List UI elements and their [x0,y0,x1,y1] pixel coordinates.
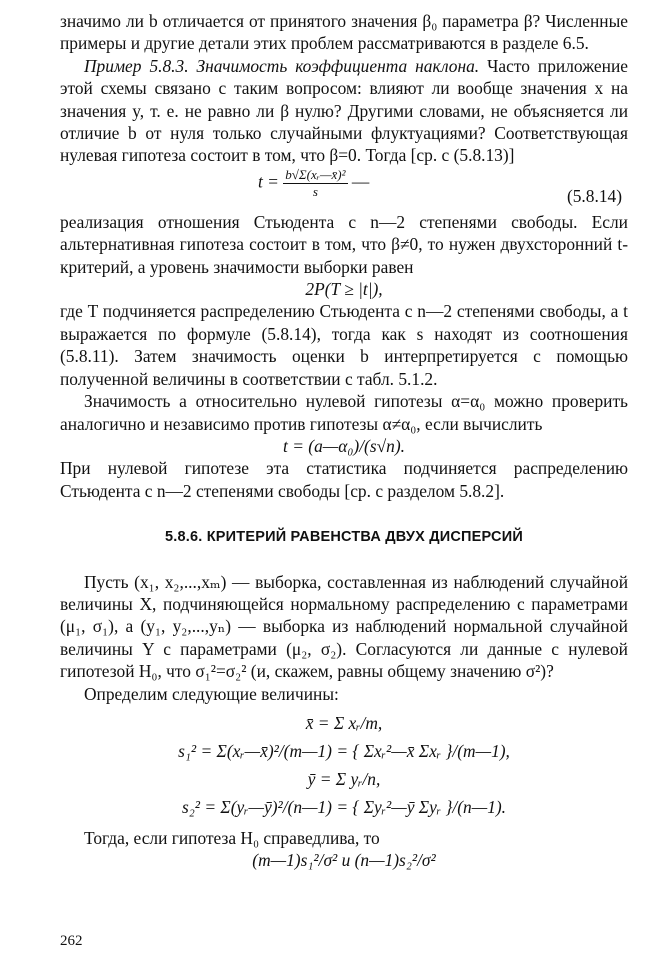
page-body [60,10,628,872]
paragraph: Определим следующие величины: [84,683,339,704]
paragraph: реализация отношения Стьюдента с n—2 степенями свободы. Если альтернативная гипотеза состоит в том, что β≠0, то нужен двухсторонний t-критерий, а уровень значимости выборки равен [60,211,628,277]
formula-fraction [283,167,347,200]
fraction-numerator: b√Σ(xᵣ—x̄)² [285,166,346,182]
paragraph: Пусть (x₁, x₂,...,xₘ) — выборка, составленная из наблюдений случайной величины X, подчиняющейся нормальному распределению с параметрами (μ₁, σ₁), а (y₁, y₂,...,yₙ) — выборка из наблюдений нормальной случайной величины Y с параметрами (μ₂, σ₂). Согласуются ли данные с нулевой гипотезой H₀, что σ₁²=σ₂² (и, скажем, равны общему значению σ²)? [60,571,628,682]
formula-s1-squared: s₁² = Σ(xᵣ—x̄)²/(m—1) = { Σxᵣ²—x̄ Σxᵣ }/(m—1), [178,740,510,761]
example-text: Часто приложение этой схемы связано с таким вопросом: влияют ли вообще значения x на значения y, т. е. не равно ли β нулю? Другими словами, не объясняется ли отличие b от нуля только случайными флуктуациями? Соответствующая нулевая гипотеза состоит в том, что β=0. Тогда [ср. с (5.8.13)] [60,55,628,166]
paragraph: значимо ли b отличается от принятого значения β₀ параметра β? Численные примеры и другие детали этих проблем рассматриваются в разделе 6.5. [60,11,628,54]
formula-x-mean: x̄ = Σ xᵣ/m, [305,712,383,733]
paragraph: При нулевой гипотезе эта статистика подчиняется распределению Стьюдента с n—2 степенями свободы [ср. с разделом 5.8.2]. [60,458,628,501]
fraction-denominator: s [312,183,318,199]
equation-block [60,709,628,821]
paragraph: где T подчиняется распределению Стьюдента с n—2 степенями свободы, а t выражается по формуле (5.8.14), тогда как s находят из соотношения (5.8.11). Затем значимость оценки b интерпретируется с помощью полученной величины в соответствии с табл. 5.1.2. [60,301,628,389]
equation-label: (5.8.14) [566,185,622,206]
formula-dash: — [351,171,370,192]
formula-lhs: t = [258,171,279,192]
formula-s2-squared: s₂² = Σ(yᵣ—ȳ)²/(n—1) = { Σyᵣ²—ȳ Σyᵣ }/(n—1). [181,796,507,817]
formula-chi-square-ratio: (m—1)s₁²/σ² и (n—1)s₂²/σ² [252,850,436,871]
formula-y-mean: ȳ = Σ yᵣ/n, [307,768,381,789]
paragraph: Значимость a относительно нулевой гипотезы α=α₀ можно проверить аналогично и независимо против гипотезы α≠α₀, если вычислить [60,391,628,434]
formula-significance: 2P(T ≥ |t|), [305,279,383,300]
section-heading: 5.8.6. КРИТЕРИЙ РАВЕНСТВА ДВУХ ДИСПЕРСИЙ [165,529,523,546]
example-title: Пример 5.8.3. Значимость коэффициента наклона. [84,55,480,76]
formula-t-statistic: t = (a—α₀)/(s√n). [283,435,405,456]
page-number: 262 [60,933,83,949]
paragraph: Тогда, если гипотеза H₀ справедлива, то [84,827,380,848]
equation-5-8-14 [60,167,628,211]
example-paragraph [60,55,628,167]
